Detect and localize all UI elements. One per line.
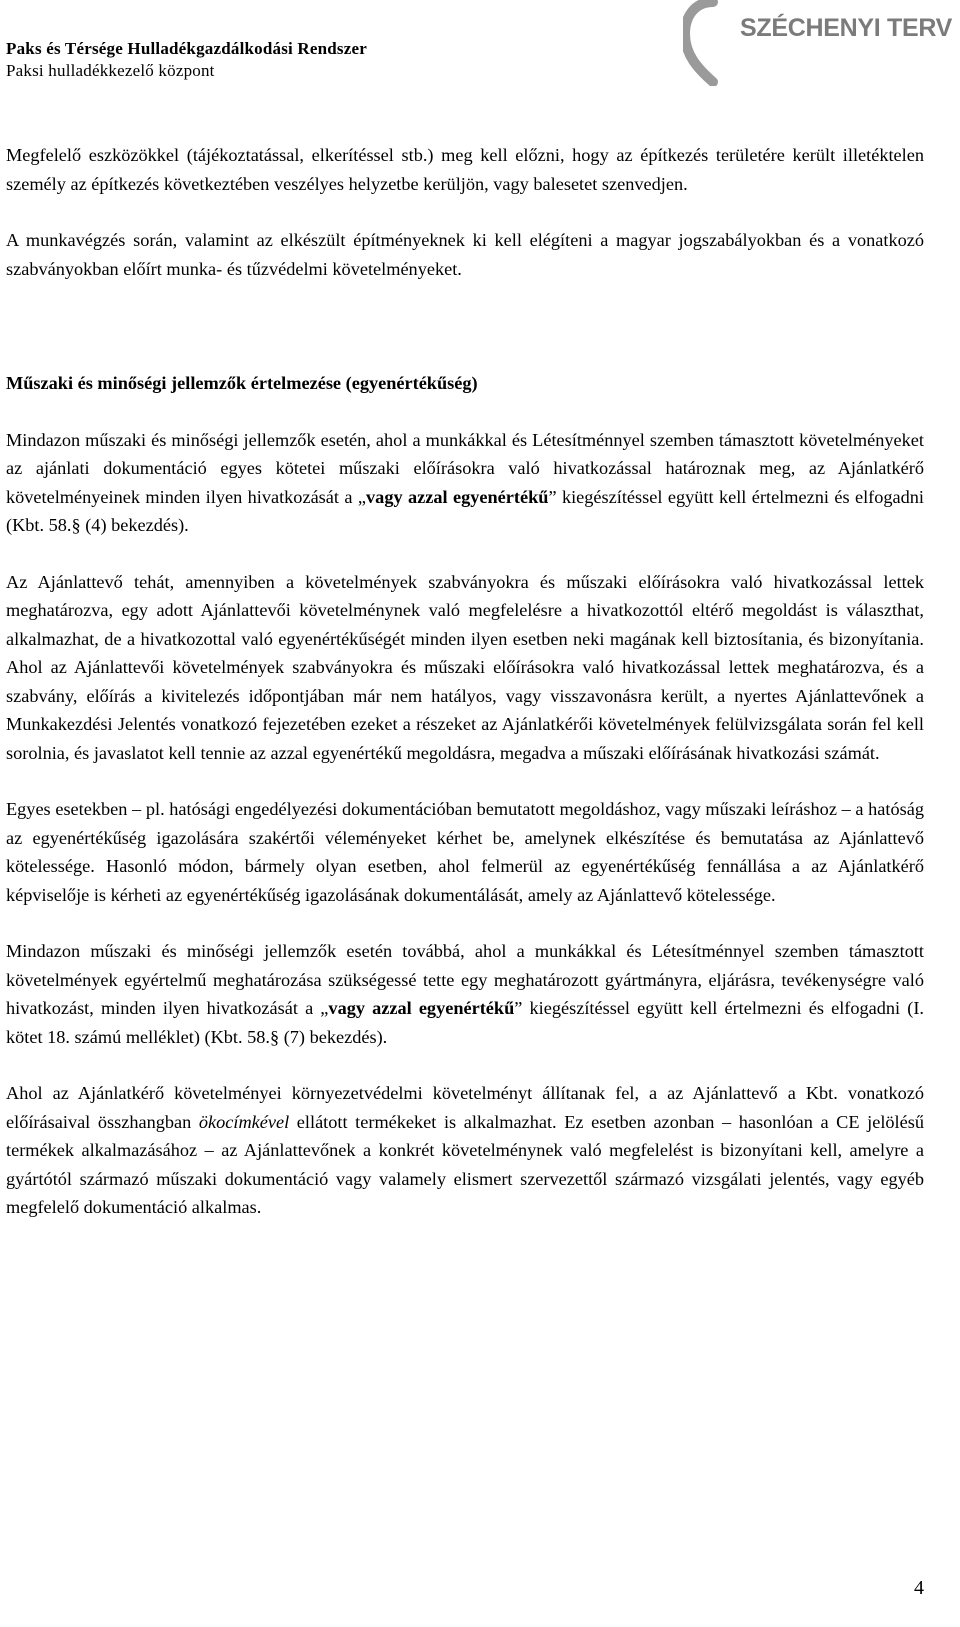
organization-name: Paks és Térsége Hulladékgazdálkodási Rendszer xyxy=(6,39,367,58)
paragraph-1: Megfelelő eszközökkel (tájékoztatással, elkerítéssel stb.) meg kell előzni, hogy az építkezés területére került illetéktelen személy az építkezés következtében veszélyes helyzetbe kerüljön, vagy balesetet szenvedjen. xyxy=(6,145,924,194)
page-number: 4 xyxy=(914,1577,924,1599)
paragraph-4: Az Ajánlattevő tehát, amennyiben a követelmények szabványokra és műszaki előírásokra való hivatkozással lettek meghatározva, egy adott Ajánlattevői követelménynek való megfelelésre a hivatkozottól eltérő megoldást is választhat, alkalmazhat, de a hivatkozottal való egyenértékűségét minden ilyen esetben neki magának kell biztosítania, és bizonyítania. Ahol az Ajánlattevői követelmények szabványokra és műszaki előírásokra való hivatkozással lettek meghatározva, és a szabvány, előírás a kivitelezés időpontjában már nem hatályos, vagy visszavonásra került, a nyertes Ajánlattevőnek a Munkakezdési Jelentés vonatkozó fejezetében ezeket a részeket az Ajánlatkérői követelmények felülvizsgálata során fel kell sorolnia, és javaslatot kell tennie az azzal egyenértékű megoldásra, megadva a műszaki előírásának hivatkozási számát. xyxy=(6,571,924,763)
logo-mark-text: ÚJ xyxy=(700,26,729,51)
paragraph-2: A munkavégzés során, valamint az elkészült építményeknek ki kell elégíteni a magyar jogszabályokban és a vonatkozó szabványokban előírt munka- és tűzvédelmi követelményeket. xyxy=(6,230,924,279)
paragraph-6 xyxy=(6,937,924,1051)
section-heading: Műszaki és minőségi jellemzők értelmezése (egyenértékűség) xyxy=(6,373,478,393)
logo-text: SZÉCHENYI TERV xyxy=(740,14,953,42)
paragraph-6-text-c: ” kiegészítéssel együtt kell értelmezni és elfogadni (I. kötet 18. számú melléklet) (Kbt. 58.§ (7) bekezdés). xyxy=(6,998,924,1047)
paragraph-3-text-c: ” kiegészítéssel együtt kell értelmezni és elfogadni (Kbt. 58.§ (4) bekezdés). xyxy=(6,486,925,535)
paragraph-6-text-a: Mindazon műszaki és minőségi jellemzők esetén továbbá, ahol a munkákkal és Létesítménnyel szemben támasztott követelmények egyértelmű meghatározása szükségessé tette egy meghatározott gyártmányra, eljárásra, tevékenységre való hivatkozást, minden ilyen hivatkozását a „ xyxy=(6,941,924,1018)
paragraph-3 xyxy=(6,426,924,540)
szechenyi-terv-logo xyxy=(683,0,953,86)
paragraph-7-text-c: ellátott termékeket is alkalmazhat. Ez esetben azonban – hasonlóan a CE jelölésű termékek alkalmazásához – az Ajánlattevőnek a konkrét követelménynek való megfelelést is bizonyítani kell, amelyre a gyártótól származó műszaki dokumentáció vagy valamely elismert szervezettől származó vizsgálati jelentés, vagy egyéb megfelelő dokumentáció alkalmas. xyxy=(6,1111,924,1217)
paragraph-7 xyxy=(6,1079,924,1222)
organization-subtitle: Paksi hulladékkezelő központ xyxy=(6,61,215,80)
paragraph-7-text-a: Ahol az Ajánlatkérő követelményei környezetvédelmi követelményt állítanak fel, a az Ajánlattevő a Kbt. vonatkozó előírásaival összhangban xyxy=(6,1083,924,1132)
document-header xyxy=(6,38,367,82)
paragraph-5: Egyes esetekben – pl. hatósági engedélyezési dokumentációban bemutatott megoldáshoz, vagy műszaki leíráshoz – a hatóság az egyenértékűség igazolására szakértői véleményeket kérhet be, amelynek elkészítése és bemutatása az Ajánlattevő kötelessége. Hasonló módon, bármely olyan esetben, ahol felmerül az egyenértékűség fennállása a az Ajánlatkérő képviselője is kérheti az egyenértékűség igazolásának dokumentálását, amely az Ajánlattevő kötelessége. xyxy=(6,799,924,905)
paragraph-6-emphasis: vagy azzal egyenértékű xyxy=(328,998,515,1018)
paragraph-3-emphasis: vagy azzal egyenértékű xyxy=(366,486,549,507)
paragraph-7-emphasis: ökocímkével xyxy=(198,1111,290,1132)
uj-logo-mark-icon xyxy=(683,0,743,86)
paragraph-3-text-a: Mindazon műszaki és minőségi jellemzők esetén, ahol a munkákkal és Létesítménnyel szemben támasztott követelményeket az ajánlati dokumentáció egyes kötetei műszaki előírásokra való hivatkozással határoznak meg, az Ajánlatkérő követelményeinek minden ilyen hivatkozását a „ xyxy=(6,429,924,507)
document-body xyxy=(6,141,924,1222)
